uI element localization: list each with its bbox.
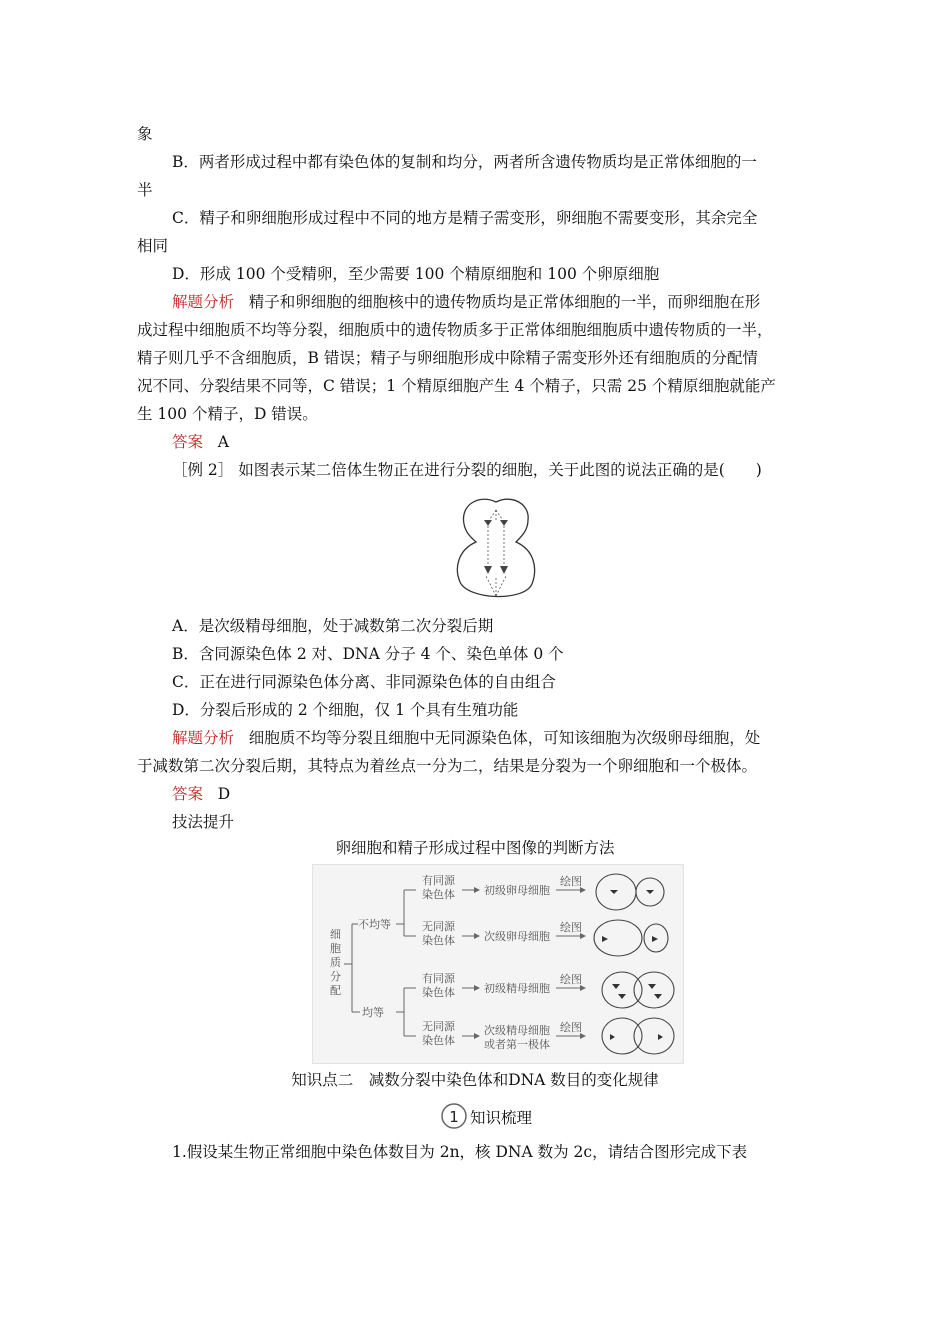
analysis-line3: 精子则几乎不含细胞质，B 错误；精子与卵细胞形成中除精子需变形外还有细胞质的分配情 [137, 349, 758, 367]
answer-value: D [217, 785, 231, 803]
diagram-draw-3: 绘图 [560, 973, 582, 986]
diagram-no-homolog-1: 无同源 [422, 920, 455, 933]
analysis-line1 [172, 292, 760, 312]
answer-label: 答案 [172, 433, 204, 451]
option-c-line1: C．精子和卵细胞形成过程中不同的地方是精子需变形，卵细胞不需要变形，其余完全 [172, 209, 758, 227]
classification-diagram [312, 864, 684, 1064]
diagram-root-char-1: 细 [330, 928, 341, 941]
section-subtitle: 知识梳理 [470, 1109, 533, 1127]
diagram-unequal: 不均等 [358, 918, 391, 931]
answer-line [172, 432, 229, 452]
example2-answer-line [172, 784, 230, 804]
example2-option-c: C．正在进行同源染色体分离、非同源染色体的自由组合 [172, 673, 556, 691]
diagram-root-char-4: 分 [330, 970, 341, 983]
diagram-no-homolog-3: 无同源 [422, 1020, 455, 1033]
diagram-primary-oocyte: 初级卵母细胞 [484, 884, 550, 897]
diagram-first-polar-body: 或者第一极体 [484, 1038, 550, 1051]
diagram-root-char-3: 质 [330, 956, 341, 969]
analysis-text: 精子和卵细胞的细胞核中的遗传物质均是正常体细胞的一半，而卵细胞在形 [248, 293, 761, 311]
option-c-line2: 相同 [137, 237, 169, 255]
badge [440, 1102, 468, 1130]
diagram-root-char-2: 胞 [330, 942, 341, 955]
analysis-text: 细胞质不均等分裂且细胞中无同源染色体，可知该细胞为次级卵母细胞，处 [248, 729, 761, 747]
diagram-secondary-spermatocyte: 次级精母细胞 [484, 1024, 550, 1037]
diagram-no-homolog-2: 染色体 [422, 934, 455, 947]
numbered-circle-icon [440, 1102, 468, 1130]
technique-heading: 技法提升 [172, 813, 235, 831]
diagram-has-homolog-1: 有同源 [422, 874, 455, 887]
example2-option-d: D．分裂后形成的 2 个细胞，仅 1 个具有生殖功能 [172, 701, 519, 719]
diagram-no-homolog-4: 染色体 [422, 1034, 455, 1047]
diagram-draw-2: 绘图 [560, 921, 582, 934]
option-b-line1: B．两者形成过程中都有染色体的复制和均分，两者所含遗传物质均是正常体细胞的一 [172, 153, 757, 171]
diagram-draw-4: 绘图 [560, 1021, 582, 1034]
example2-option-a: A．是次级精母细胞，处于减数第二次分裂后期 [172, 617, 494, 635]
diagram-has-homolog-4: 染色体 [422, 986, 455, 999]
diagram-root-char-5: 配 [330, 984, 341, 997]
analysis-line5: 生 100 个精子，D 错误。 [137, 405, 318, 423]
line-fragment: 象 [137, 125, 153, 143]
example2-analysis-line2: 于减数第二次分裂后期，其特点为着丝点一分为二，结果是分裂为一个卵细胞和一个极体。 [137, 757, 758, 775]
dividing-cell-figure [452, 496, 540, 608]
diagram-primary-spermatocyte: 初级精母细胞 [484, 982, 550, 995]
section-title: 知识点二 减数分裂中染色体和DNA 数目的变化规律 [291, 1071, 659, 1089]
analysis-line4: 况不同、分裂结果不同等，C 错误；1 个精原细胞产生 4 个精子，只需 25 个精原细胞就能产 [137, 377, 776, 395]
diagram-equal: 均等 [362, 1006, 384, 1019]
option-b-line2: 半 [137, 181, 153, 199]
analysis-label: 解题分析 [172, 729, 235, 747]
technique-title: 卵细胞和精子形成过程中图像的判断方法 [335, 839, 615, 857]
badge-number: 1 [449, 1108, 459, 1126]
analysis-line2: 成过程中细胞质不均等分裂，细胞质中的遗传物质多于正常体细胞细胞质中遗传物质的一半， [137, 321, 773, 339]
answer-label: 答案 [172, 785, 204, 803]
answer-value: A [217, 433, 229, 451]
example2-question: ［例 2］ 如图表示某二倍体生物正在进行分裂的细胞，关于此图的说法正确的是( ) [172, 461, 762, 479]
option-d: D．形成 100 个受精卵，至少需要 100 个精原细胞和 100 个卵原细胞 [172, 265, 660, 283]
example2-analysis-line1 [172, 728, 760, 748]
diagram-has-homolog-2: 染色体 [422, 888, 455, 901]
diagram-has-homolog-3: 有同源 [422, 972, 455, 985]
example2-option-b: B．含同源染色体 2 对、DNA 分子 4 个、染色单体 0 个 [172, 645, 564, 663]
analysis-label: 解题分析 [172, 293, 235, 311]
diagram-draw-1: 绘图 [560, 875, 582, 888]
diagram-secondary-oocyte: 次级卵母细胞 [484, 930, 550, 943]
item-1: 1.假设某生物正常细胞中染色体数目为 2n，核 DNA 数为 2c，请结合图形完成下表 [172, 1143, 748, 1161]
